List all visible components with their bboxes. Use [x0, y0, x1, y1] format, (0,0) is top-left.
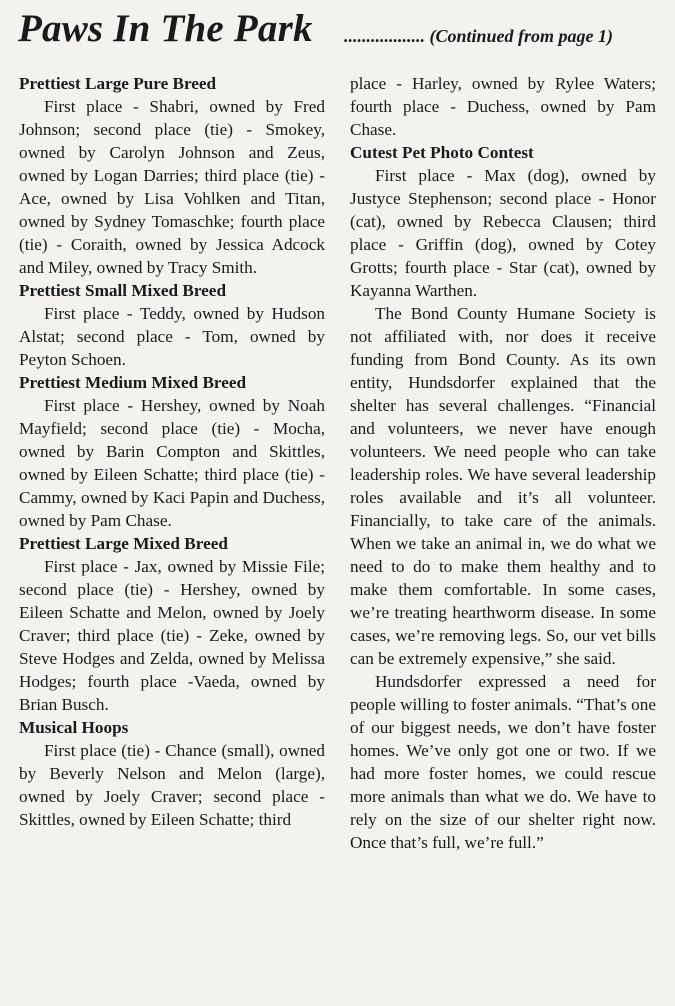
body-paragraph: Hundsdorfer expressed a need for people willing to foster animals. “That’s one of our biggest needs, we don’t have foster homes. We’ve only got one or two. If we had more foster homes, we could rescue more animals than what we do. We have to rely on the size of our shelter right now. Once that’s full, we’re full.” — [350, 672, 656, 852]
article-title: Paws In The Park — [18, 7, 313, 50]
results-paragraph: First place - Teddy, owned by Hudson Alstat; second place - Tom, owned by Peyton Schoen. — [19, 304, 325, 369]
body-paragraph: The Bond County Humane Society is not affiliated with, nor does it receive funding from Bond County. As its own entity, Hundsdorfer explained that the shelter has several challenges. “Financial and volunteers, we never have enough volunteers. We need people who can take leadership roles. We have several leadership roles available and it’s all volunteer. Financially, to take care of the animals. When we take an animal in, we do what we need to do to make them healthy and to make them comfortable. In some cases, we’re treating hearthworm disease. In some cases, we’re removing legs. So, our vet bills can be extremely expensive,” she said. — [350, 304, 656, 668]
results-paragraph: First place - Max (dog), owned by Justyce Stephenson; second place - Honor (cat), owned by Rebecca Clausen; third place - Griffin (dog), owned by Cotey Grotts; fourth place - Star (cat), owned by Kayanna Warthen. — [350, 166, 656, 300]
section-heading: Prettiest Large Mixed Breed — [19, 534, 228, 553]
section-heading: Prettiest Medium Mixed Breed — [19, 373, 247, 392]
left-column — [19, 72, 325, 831]
section-heading: Prettiest Large Pure Breed — [19, 74, 217, 93]
results-paragraph: First place - Jax, owned by Missie File; second place (tie) - Hershey, owned by Eileen Schatte and Melon, owned by Joely Craver; third place (tie) - Zeke, owned by Steve Hodges and Zelda, owned by Melissa Hodges; fourth place -Vaeda, owned by Brian Busch. — [19, 557, 325, 714]
article-header — [0, 0, 675, 60]
results-paragraph: First place (tie) - Chance (small), owned by Beverly Nelson and Melon (large), owned by Joely Craver; second place - Skittles, owned by Eileen Schatte; third — [19, 741, 325, 829]
section-heading: Prettiest Small Mixed Breed — [19, 281, 226, 300]
section-heading: Cutest Pet Photo Contest — [350, 143, 534, 162]
continued-note: .................. (Continued from page 1) — [344, 26, 614, 46]
results-paragraph: First place - Hershey, owned by Noah Mayfield; second place (tie) - Mocha, owned by Barin Compton and Skittles, owned by Eileen Schatte; third place (tie) - Cammy, owned by Kaci Papin and Duchess, owned by Pam Chase. — [19, 396, 325, 530]
right-column — [350, 72, 656, 854]
results-paragraph: First place - Shabri, owned by Fred Johnson; second place (tie) - Smokey, owned by Carolyn Johnson and Zeus, owned by Logan Darries; third place (tie) - Ace, owned by Lisa Vohlken and Titan, owned by Sydney Tomaschke; fourth place (tie) - Coraith, owned by Jessica Adcock and Miley, owned by Tracy Smith. — [19, 97, 325, 277]
section-heading: Musical Hoops — [19, 718, 129, 737]
continued-paragraph: place - Harley, owned by Rylee Waters; fourth place - Duchess, owned by Pam Chase. — [350, 74, 656, 139]
